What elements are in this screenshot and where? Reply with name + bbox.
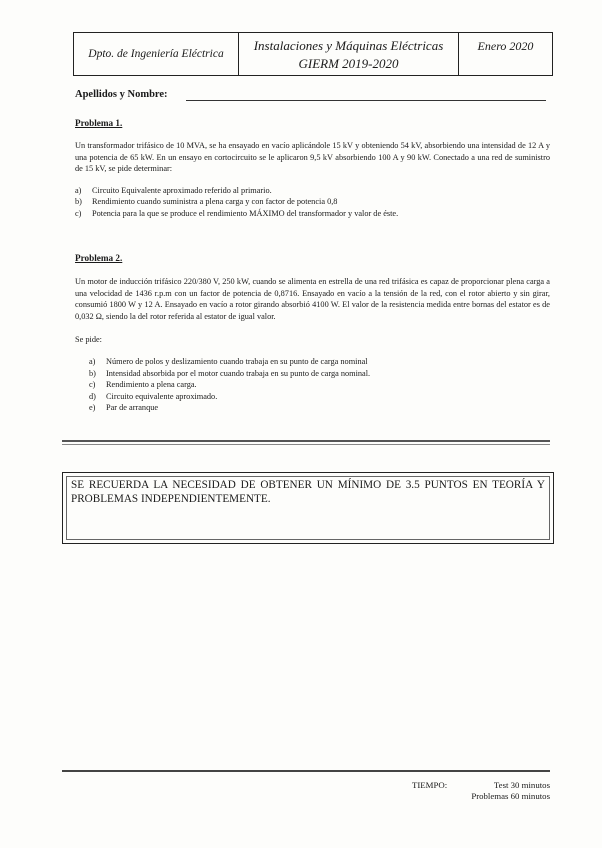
problem-2-statement: Un motor de inducción trifásico 220/380 V, 250 kW, cuando se alimenta en estrella de una red trifásica es capaz de proporcionar plena carga a una velocidad de 1436 r.p.m con un factor de potencia de 0,8716. Ensayado en vacío a la tensión de la red, con el rotor abierto y sin girar, consumió 1800 W y 12 A. Ensayado en vacío a rotor girando absorbió 4100 W. El valor de la resistencia medida entre bornas del estator es de 0,032 Ω, siendo la del rotor referida al estator de igual valor. xyxy=(75,277,550,321)
course-cell xyxy=(239,33,459,75)
list-item: c) Rendimiento a plena carga. xyxy=(89,380,197,390)
problem-1-items xyxy=(75,185,550,220)
section-divider-top-thin xyxy=(62,444,550,445)
list-item: a) Circuito Equivalente aproximado referido al primario. xyxy=(75,185,272,195)
exam-date: Enero 2020 xyxy=(477,39,534,53)
list-item: b) Intensidad absorbida por el motor cuando trabaja en su punto de carga nominal. xyxy=(89,368,371,378)
test-time: Test 30 minutos xyxy=(493,780,550,790)
time-values xyxy=(452,780,550,802)
list-item: a) Número de polos y deslizamiento cuando trabaja en su punto de carga nominal xyxy=(89,356,368,366)
time-label: TIEMPO: xyxy=(412,780,448,790)
date-cell xyxy=(459,33,552,75)
name-field-line[interactable] xyxy=(186,100,546,101)
list-item: d) Circuito equivalente aproximado. xyxy=(89,391,218,401)
problem-2-title: Problema 2. xyxy=(75,253,123,263)
course-title: Instalaciones y Máquinas Eléctricas xyxy=(253,38,444,53)
problem-2-items xyxy=(89,356,550,414)
problem-2-ask: Se pide: xyxy=(75,335,102,345)
problem-1-statement: Un transformador trifásico de 10 MVA, se ha ensayado en vacío aplicándole 15 kV y obteniendo 54 kV, absorbiendo una intensidad de 12 A y una potencia de 65 kW. En un ensayo en cortocircuito se le aplicaron 9,5 kV absorbiendo 100 A y 90 kW. Conectado a una red de suministro de 15 kV, se pide determinar: xyxy=(75,141,550,174)
list-item: c) Potencia para la que se produce el rendimiento MÁXIMO del transformador y valor de éste. xyxy=(75,208,399,218)
department-cell xyxy=(74,33,239,75)
list-item: b) Rendimiento cuando suministra a plena carga y con factor de potencia 0,8 xyxy=(75,197,338,207)
section-divider-top xyxy=(62,440,550,442)
problem-2-title-block xyxy=(75,253,550,265)
department-name: Dpto. de Ingeniería Eléctrica xyxy=(88,48,224,60)
notice-text: SE RECUERDA LA NECESIDAD DE OBTENER UN MÍNIMO DE 3.5 PUNTOS EN TEORÍA Y PROBLEMAS INDEPENDIENTEMENTE. xyxy=(71,479,545,505)
course-program: GIERM 2019-2020 xyxy=(298,56,399,71)
problems-time: Problemas 60 minutos xyxy=(471,791,550,801)
problem-1-body xyxy=(75,140,550,220)
problem-2-body xyxy=(75,276,550,414)
notice-box xyxy=(62,472,554,544)
name-label: Apellidos y Nombre: xyxy=(75,89,168,100)
footer-divider xyxy=(62,770,550,772)
problem-1-title-block xyxy=(75,118,550,130)
problem-1-title: Problema 1. xyxy=(75,118,123,128)
list-item: e) Par de arranque xyxy=(89,403,159,413)
header-table xyxy=(73,32,553,76)
